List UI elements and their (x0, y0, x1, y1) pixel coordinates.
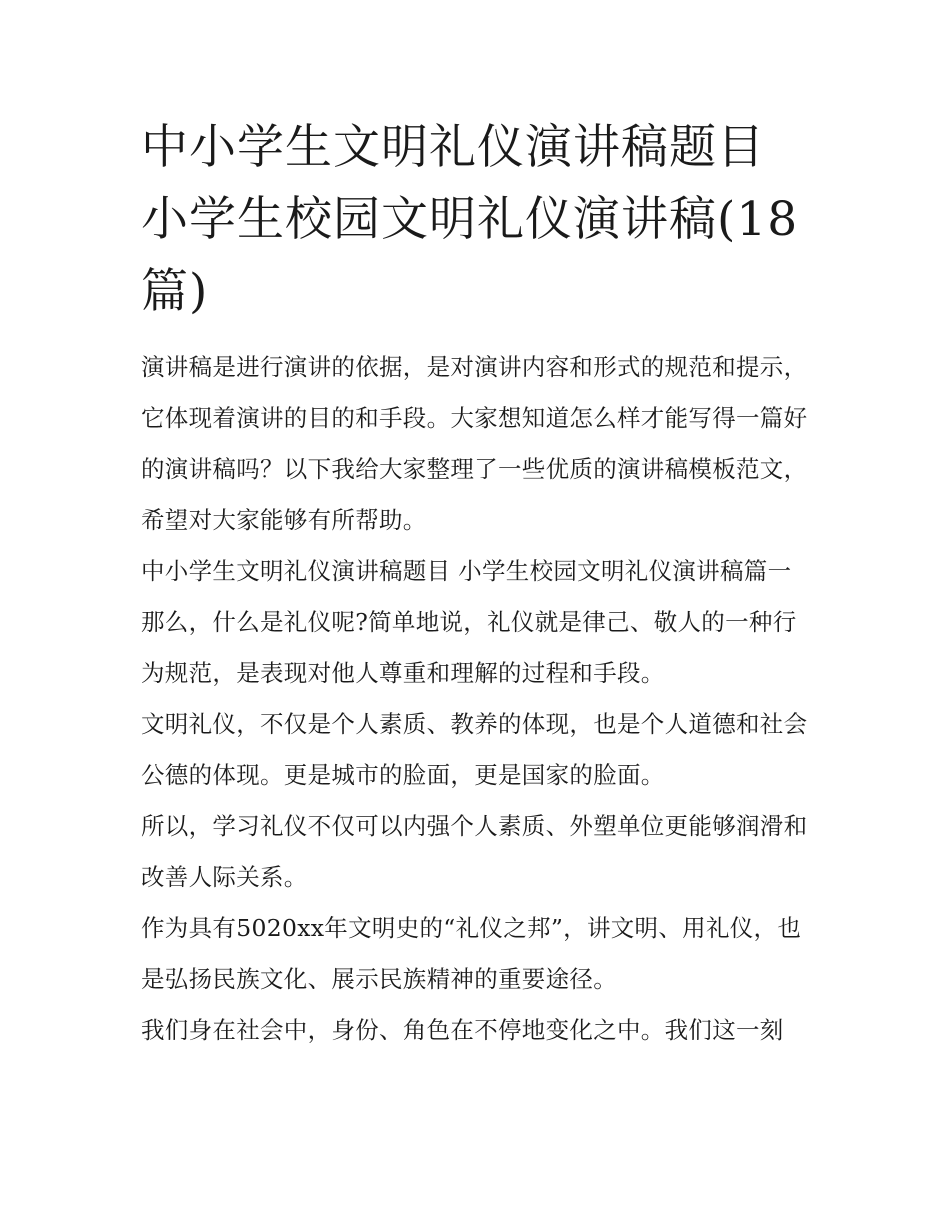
section-heading: 中小学生文明礼仪演讲稿题目 小学生校园文明礼仪演讲稿篇一 (141, 557, 792, 585)
body-paragraph: 作为具有5020xx年文明史的“礼仪之邦”，讲文明、用礼仪，也是弘扬民族文化、展示民族精神的重要途径。 (141, 914, 802, 993)
body-paragraph: 文明礼仪，不仅是个人素质、教养的体现，也是个人道德和社会公德的体现。更是城市的脸面，更是国家的脸面。 (141, 710, 808, 789)
document-body (141, 112, 813, 1056)
document-title: 中小学生文明礼仪演讲稿题目 小学生校园文明礼仪演讲稿(18篇) (141, 120, 799, 319)
intro-paragraph: 演讲稿是进行演讲的依据，是对演讲内容和形式的规范和提示，它体现着演讲的目的和手段。大家想知道怎么样才能写得一篇好的演讲稿吗？以下我给大家整理了一些优质的演讲稿模板范文，希望对大家能够有所帮助。 (141, 353, 808, 534)
body-paragraph: 所以，学习礼仪不仅可以内强个人素质、外塑单位更能够润滑和改善人际关系。 (141, 812, 808, 891)
body-paragraph: 那么，什么是礼仪呢?简单地说，礼仪就是律己、敬人的一种行为规范，是表现对他人尊重和理解的过程和手段。 (141, 608, 797, 687)
body-paragraph: 我们身在社会中，身份、角色在不停地变化之中。我们这一刻 (141, 1016, 784, 1044)
